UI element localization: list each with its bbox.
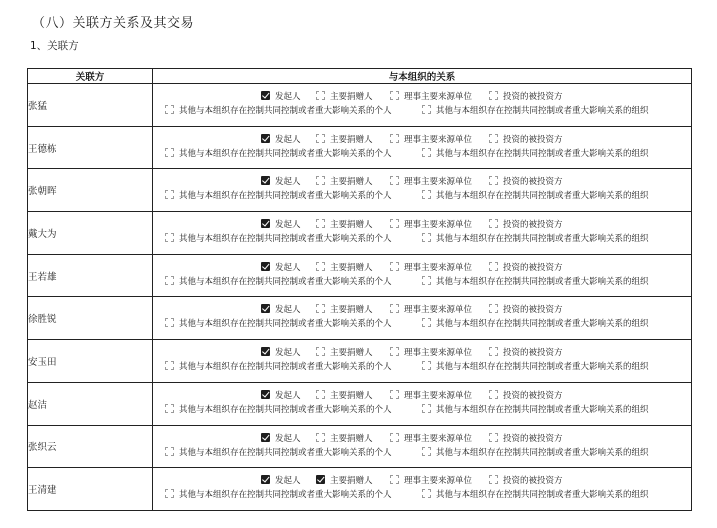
- header-related-party: 关联方: [28, 69, 153, 84]
- option-label: 发起人: [275, 177, 301, 188]
- related-party-name: 张猛: [28, 84, 153, 127]
- relationship-options: [153, 126, 692, 169]
- option-label: 主要捐赠人: [330, 476, 373, 487]
- option-label: 理事主要来源单位: [404, 262, 473, 273]
- option-other-org[interactable]: [422, 360, 649, 372]
- unchecked-checkbox-icon[interactable]: [316, 262, 325, 271]
- option-founder[interactable]: [261, 261, 301, 273]
- option-founder[interactable]: [261, 389, 301, 401]
- unchecked-checkbox-icon[interactable]: [422, 190, 431, 199]
- unchecked-checkbox-icon[interactable]: [422, 233, 431, 242]
- option-other-org[interactable]: [422, 189, 649, 201]
- option-common-control[interactable]: [165, 104, 392, 116]
- unchecked-checkbox-icon[interactable]: [165, 318, 174, 327]
- option-council[interactable]: [390, 90, 472, 102]
- option-common-control[interactable]: [165, 360, 392, 372]
- option-label: 其他与本组织存在控制共同控制或者重大影响关系的个人: [179, 404, 392, 415]
- option-common-control[interactable]: [165, 317, 392, 329]
- option-label: 理事主要来源单位: [404, 390, 473, 401]
- option-council[interactable]: [390, 218, 472, 230]
- checked-checkbox-icon[interactable]: [261, 176, 270, 185]
- checked-checkbox-icon[interactable]: [261, 390, 270, 399]
- relationship-options: [153, 254, 692, 297]
- option-label: 其他与本组织存在控制共同控制或者重大影响关系的个人: [179, 148, 392, 159]
- option-label: 其他与本组织存在控制共同控制或者重大影响关系的组织: [436, 362, 649, 373]
- option-common-control[interactable]: [165, 488, 392, 500]
- related-party-name: 张朝晖: [28, 169, 153, 212]
- option-donor[interactable]: [316, 303, 373, 315]
- unchecked-checkbox-icon[interactable]: [316, 134, 325, 143]
- option-label: 其他与本组织存在控制共同控制或者重大影响关系的组织: [436, 319, 649, 330]
- unchecked-checkbox-icon[interactable]: [316, 347, 325, 356]
- table-row: [28, 126, 692, 169]
- unchecked-checkbox-icon[interactable]: [316, 91, 325, 100]
- unchecked-checkbox-icon[interactable]: [422, 318, 431, 327]
- unchecked-checkbox-icon[interactable]: [165, 190, 174, 199]
- option-label: 理事主要来源单位: [404, 476, 473, 487]
- unchecked-checkbox-icon[interactable]: [316, 433, 325, 442]
- option-label: 主要捐赠人: [330, 177, 373, 188]
- unchecked-checkbox-icon[interactable]: [422, 447, 431, 456]
- option-council[interactable]: [390, 133, 472, 145]
- related-party-name: 王清建: [28, 468, 153, 511]
- option-common-control[interactable]: [165, 446, 392, 458]
- option-label: 发起人: [275, 348, 301, 359]
- option-label: 发起人: [275, 92, 301, 102]
- option-label: 其他与本组织存在控制共同控制或者重大影响关系的组织: [436, 404, 649, 415]
- option-other-org[interactable]: [422, 147, 649, 159]
- unchecked-checkbox-icon[interactable]: [390, 134, 399, 143]
- option-label: 投资的被投资方: [503, 262, 563, 273]
- checked-checkbox-icon[interactable]: [261, 347, 270, 356]
- unchecked-checkbox-icon[interactable]: [390, 433, 399, 442]
- table-row: [28, 340, 692, 383]
- unchecked-checkbox-icon[interactable]: [390, 91, 399, 100]
- unchecked-checkbox-icon[interactable]: [165, 105, 174, 114]
- related-party-table: [27, 68, 692, 511]
- option-other-org[interactable]: [422, 104, 649, 116]
- unchecked-checkbox-icon[interactable]: [489, 91, 498, 100]
- option-other-org[interactable]: [422, 275, 649, 287]
- option-invested[interactable]: [489, 389, 563, 401]
- table-row: [28, 297, 692, 340]
- option-council[interactable]: [390, 389, 472, 401]
- unchecked-checkbox-icon[interactable]: [489, 433, 498, 442]
- related-party-name: 王若雄: [28, 254, 153, 297]
- option-other-org[interactable]: [422, 446, 649, 458]
- unchecked-checkbox-icon[interactable]: [165, 276, 174, 285]
- unchecked-checkbox-icon[interactable]: [489, 475, 498, 484]
- option-invested[interactable]: [489, 303, 563, 315]
- unchecked-checkbox-icon[interactable]: [489, 134, 498, 143]
- option-label: 主要捐赠人: [330, 134, 373, 145]
- option-donor[interactable]: [316, 346, 373, 358]
- option-label: 发起人: [275, 390, 301, 401]
- option-label: 理事主要来源单位: [404, 177, 473, 188]
- checked-checkbox-icon[interactable]: [261, 134, 270, 143]
- table-row: [28, 382, 692, 425]
- option-other-org[interactable]: [422, 317, 649, 329]
- option-council[interactable]: [390, 474, 472, 486]
- option-invested[interactable]: [489, 90, 563, 102]
- unchecked-checkbox-icon[interactable]: [390, 304, 399, 313]
- option-label: 主要捐赠人: [330, 348, 373, 359]
- option-label: 发起人: [275, 220, 301, 231]
- option-label: 其他与本组织存在控制共同控制或者重大影响关系的组织: [436, 106, 649, 116]
- relationship-options: [153, 468, 692, 511]
- unchecked-checkbox-icon[interactable]: [390, 390, 399, 399]
- option-donor[interactable]: [316, 90, 373, 102]
- option-label: 其他与本组织存在控制共同控制或者重大影响关系的个人: [179, 191, 392, 202]
- option-label: 其他与本组织存在控制共同控制或者重大影响关系的组织: [436, 234, 649, 245]
- related-party-name: 张织云: [28, 425, 153, 468]
- option-invested[interactable]: [489, 133, 563, 145]
- option-invested[interactable]: [489, 175, 563, 187]
- option-label: 理事主要来源单位: [404, 305, 473, 316]
- option-label: 理事主要来源单位: [404, 92, 473, 102]
- option-label: 投资的被投资方: [503, 433, 563, 444]
- table-row: [28, 212, 692, 255]
- header-relationship: 与本组织的关系: [153, 69, 692, 84]
- option-common-control[interactable]: [165, 275, 392, 287]
- table-row: [28, 169, 692, 212]
- option-donor[interactable]: [316, 432, 373, 444]
- option-label: 投资的被投资方: [503, 92, 563, 102]
- unchecked-checkbox-icon[interactable]: [316, 304, 325, 313]
- option-label: 发起人: [275, 305, 301, 316]
- table-header-row: [28, 69, 692, 84]
- related-party-name: 徐胜锐: [28, 297, 153, 340]
- option-founder[interactable]: [261, 346, 301, 358]
- relationship-options: [153, 340, 692, 383]
- option-label: 投资的被投资方: [503, 476, 563, 487]
- option-label: 主要捐赠人: [330, 220, 373, 231]
- option-label: 主要捐赠人: [330, 92, 373, 102]
- option-founder[interactable]: [261, 303, 301, 315]
- related-party-name: 戴大为: [28, 212, 153, 255]
- relationship-options: [153, 425, 692, 468]
- checked-checkbox-icon[interactable]: [261, 219, 270, 228]
- checked-checkbox-icon[interactable]: [261, 91, 270, 100]
- option-donor[interactable]: [316, 218, 373, 230]
- option-label: 其他与本组织存在控制共同控制或者重大影响关系的个人: [179, 276, 392, 287]
- option-common-control[interactable]: [165, 189, 392, 201]
- option-label: 其他与本组织存在控制共同控制或者重大影响关系的组织: [436, 276, 649, 287]
- option-label: 投资的被投资方: [503, 390, 563, 401]
- related-party-name: 王德栋: [28, 126, 153, 169]
- option-label: 投资的被投资方: [503, 177, 563, 188]
- option-founder[interactable]: [261, 218, 301, 230]
- option-label: 其他与本组织存在控制共同控制或者重大影响关系的个人: [179, 362, 392, 373]
- option-label: 理事主要来源单位: [404, 134, 473, 145]
- option-donor[interactable]: [316, 474, 373, 486]
- unchecked-checkbox-icon[interactable]: [390, 262, 399, 271]
- option-label: 主要捐赠人: [330, 262, 373, 273]
- unchecked-checkbox-icon[interactable]: [165, 404, 174, 413]
- option-founder[interactable]: [261, 474, 301, 486]
- unchecked-checkbox-icon[interactable]: [489, 262, 498, 271]
- option-label: 投资的被投资方: [503, 305, 563, 316]
- table-row: [28, 468, 692, 511]
- table-row: [28, 84, 692, 127]
- option-council[interactable]: [390, 261, 472, 273]
- option-donor[interactable]: [316, 389, 373, 401]
- checked-checkbox-icon[interactable]: [261, 433, 270, 442]
- unchecked-checkbox-icon[interactable]: [422, 404, 431, 413]
- option-council[interactable]: [390, 303, 472, 315]
- option-label: 发起人: [275, 134, 301, 145]
- option-council[interactable]: [390, 175, 472, 187]
- option-common-control[interactable]: [165, 232, 392, 244]
- unchecked-checkbox-icon[interactable]: [165, 233, 174, 242]
- table-row: [28, 254, 692, 297]
- unchecked-checkbox-icon[interactable]: [390, 347, 399, 356]
- unchecked-checkbox-icon[interactable]: [316, 219, 325, 228]
- related-party-name: 安玉田: [28, 340, 153, 383]
- option-invested[interactable]: [489, 432, 563, 444]
- option-common-control[interactable]: [165, 403, 392, 415]
- option-label: 发起人: [275, 476, 301, 487]
- unchecked-checkbox-icon[interactable]: [165, 489, 174, 498]
- option-label: 主要捐赠人: [330, 305, 373, 316]
- option-donor[interactable]: [316, 175, 373, 187]
- option-founder[interactable]: [261, 175, 301, 187]
- related-party-name: 赵洁: [28, 382, 153, 425]
- relationship-options: [153, 84, 692, 127]
- option-label: 理事主要来源单位: [404, 220, 473, 231]
- checked-checkbox-icon[interactable]: [261, 304, 270, 313]
- unchecked-checkbox-icon[interactable]: [422, 361, 431, 370]
- option-label: 其他与本组织存在控制共同控制或者重大影响关系的个人: [179, 106, 392, 116]
- unchecked-checkbox-icon[interactable]: [489, 176, 498, 185]
- unchecked-checkbox-icon[interactable]: [390, 176, 399, 185]
- section-subtitle: 1、关联方: [30, 40, 79, 52]
- unchecked-checkbox-icon[interactable]: [316, 390, 325, 399]
- unchecked-checkbox-icon[interactable]: [489, 304, 498, 313]
- unchecked-checkbox-icon[interactable]: [165, 361, 174, 370]
- option-label: 投资的被投资方: [503, 134, 563, 145]
- option-label: 主要捐赠人: [330, 390, 373, 401]
- option-donor[interactable]: [316, 261, 373, 273]
- unchecked-checkbox-icon[interactable]: [422, 489, 431, 498]
- page-title: （八）关联方关系及其交易: [32, 16, 195, 31]
- option-donor[interactable]: [316, 133, 373, 145]
- option-founder[interactable]: [261, 432, 301, 444]
- option-label: 其他与本组织存在控制共同控制或者重大影响关系的个人: [179, 447, 392, 458]
- checked-checkbox-icon[interactable]: [261, 475, 270, 484]
- option-other-org[interactable]: [422, 488, 649, 500]
- unchecked-checkbox-icon[interactable]: [422, 148, 431, 157]
- unchecked-checkbox-icon[interactable]: [489, 347, 498, 356]
- option-label: 投资的被投资方: [503, 348, 563, 359]
- option-invested[interactable]: [489, 218, 563, 230]
- option-common-control[interactable]: [165, 147, 392, 159]
- option-invested[interactable]: [489, 346, 563, 358]
- option-council[interactable]: [390, 346, 472, 358]
- option-other-org[interactable]: [422, 403, 649, 415]
- option-label: 其他与本组织存在控制共同控制或者重大影响关系的组织: [436, 447, 649, 458]
- relationship-options: [153, 382, 692, 425]
- option-label: 理事主要来源单位: [404, 348, 473, 359]
- option-label: 主要捐赠人: [330, 433, 373, 444]
- relationship-options: [153, 297, 692, 340]
- option-label: 其他与本组织存在控制共同控制或者重大影响关系的个人: [179, 319, 392, 330]
- unchecked-checkbox-icon[interactable]: [489, 219, 498, 228]
- relationship-options: [153, 212, 692, 255]
- checked-checkbox-icon[interactable]: [316, 475, 325, 484]
- unchecked-checkbox-icon[interactable]: [165, 148, 174, 157]
- option-label: 发起人: [275, 262, 301, 273]
- relationship-options: [153, 169, 692, 212]
- option-label: 其他与本组织存在控制共同控制或者重大影响关系的组织: [436, 490, 649, 501]
- option-founder[interactable]: [261, 90, 301, 102]
- option-label: 其他与本组织存在控制共同控制或者重大影响关系的组织: [436, 191, 649, 202]
- option-label: 理事主要来源单位: [404, 433, 473, 444]
- checked-checkbox-icon[interactable]: [261, 262, 270, 271]
- unchecked-checkbox-icon[interactable]: [390, 475, 399, 484]
- option-label: 其他与本组织存在控制共同控制或者重大影响关系的个人: [179, 490, 392, 501]
- option-invested[interactable]: [489, 474, 563, 486]
- option-council[interactable]: [390, 432, 472, 444]
- option-label: 其他与本组织存在控制共同控制或者重大影响关系的组织: [436, 148, 649, 159]
- unchecked-checkbox-icon[interactable]: [422, 276, 431, 285]
- unchecked-checkbox-icon[interactable]: [165, 447, 174, 456]
- option-other-org[interactable]: [422, 232, 649, 244]
- option-label: 发起人: [275, 433, 301, 444]
- table-row: [28, 425, 692, 468]
- option-label: 投资的被投资方: [503, 220, 563, 231]
- option-founder[interactable]: [261, 133, 301, 145]
- unchecked-checkbox-icon[interactable]: [390, 219, 399, 228]
- unchecked-checkbox-icon[interactable]: [422, 105, 431, 114]
- unchecked-checkbox-icon[interactable]: [316, 176, 325, 185]
- unchecked-checkbox-icon[interactable]: [489, 390, 498, 399]
- option-label: 其他与本组织存在控制共同控制或者重大影响关系的个人: [179, 234, 392, 245]
- option-invested[interactable]: [489, 261, 563, 273]
